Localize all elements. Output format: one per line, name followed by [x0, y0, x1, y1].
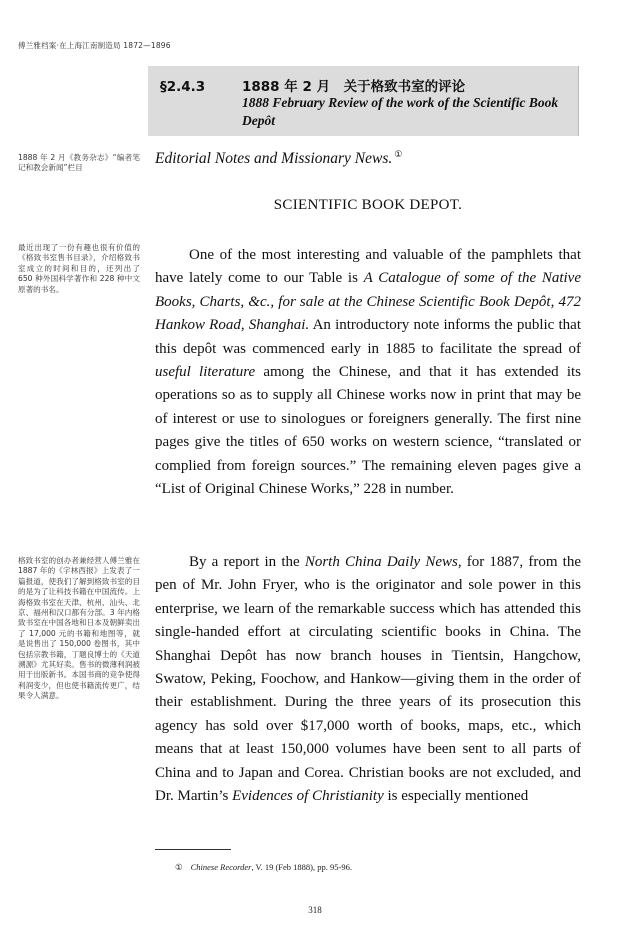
footnote-reference-marker: ①: [394, 149, 403, 159]
editorial-heading-text: Editorial Notes and Missionary News.: [155, 150, 393, 167]
section-title-cn: 1888 年 2 月 关于格致书室的评论: [242, 79, 466, 95]
section-heading-box: [148, 66, 579, 136]
section-title-en: 1888 February Review of the work of the Scientific Book Depôt: [242, 95, 559, 128]
editorial-heading: [155, 149, 402, 168]
margin-note-catalogue-summary: 最近出现了一份有趣也很有价值的《格致书室售书目录》，介绍格致书室成立的时间和目的，还列出了 650 种外国科学著作和 228 种中文原著的书名。: [18, 243, 140, 294]
section-number: §2.4.3: [160, 79, 206, 95]
paragraph-1-text-c: among the Chinese, and that it has extended its operations so as to supply all Chinese works now in print that may be of interest or use to sinologues or foreigners generally. The first nine pages give the titles of 650 works on western science, “translated or complied from foreign sources.” The remaining eleven pages give a “List of Original Chinese Works,” 228 in number.: [155, 364, 581, 498]
useful-literature-italic: useful literature: [155, 364, 256, 381]
section-heading-cn: [160, 75, 465, 95]
footnote-citation: , V. 19 (Feb 1888), pp. 95-96.: [251, 862, 352, 872]
paragraph-2-text-b: , for 1887, from the pen of Mr. John Fryer, who is the originator and sole power in this enterprise, we learn of the remarkable success which has attended this single-handed effort at circulating scientific books in China. The Shanghai Depôt has now branch houses in Tientsin, Hangchow, Swatow, Peking, Foochow, and Hankow—giving them in the order of their establishment. During the three years of its prosecution this agency has sold over $17,000 worth of books, maps, etc., which means that at least 150,000 volumes have been sent to all parts of China and to Japan and Corea. Christian books are not excluded, and Dr. Martin’s: [155, 554, 581, 805]
margin-note-source: 1888 年 2 月《教务杂志》“编者笔记和教会新闻”栏目: [18, 153, 140, 173]
footnote-marker: ①: [175, 862, 183, 872]
margin-note-depot-summary: 格致书室的创办者兼经营人傅兰雅在 1887 年的《字林西报》上发表了一篇报道，使我们了解到格致书室的目的是为了让科技书籍在中国流传。上海格致书室在天津、杭州、汕头、北京、福州和汉口都有分部。3 年内格致书室在中国各地和日本及朝鲜卖出了 17,000 元的书籍和地图等，就是说售出了 150,000 卷图书，其中包括宗教书籍，丁题良博士的《天道溯源》尤其好卖。售书的微薄利润被用于出版新书。本国书商的竞争使得利润变少，但也使书籍流传更广，结果令人满意。: [18, 556, 140, 701]
footnote-divider: [155, 849, 231, 850]
paragraph-1-text-b: An introductory note informs the public that this depôt was commenced early in 1885 to facilitate the spread of: [155, 317, 581, 357]
paragraph-2: [155, 551, 581, 808]
footnote-journal: Chinese Recorder: [190, 862, 252, 872]
paragraph-2-text-c: is especially mentioned: [383, 788, 529, 805]
running-header: 傅兰雅档案·在上海江南制造局 1872—1896: [18, 41, 171, 50]
catalogue-title-italic: A Catalogue of some of the Native Books, Charts, &c., for sale at the Chinese Scientific Book Depôt, 472 Hankow Road, Shanghai.: [155, 270, 581, 334]
book-title-italic: Evidences of Christianity: [232, 788, 384, 805]
newspaper-title-italic: North China Daily News: [304, 554, 458, 570]
article-title: SCIENTIFIC BOOK DEPOT.: [273, 197, 463, 213]
footnote: [175, 862, 352, 873]
paragraph-2-text-a: By a report in the: [189, 554, 305, 570]
paragraph-1: [155, 244, 581, 501]
page-number: 318: [308, 905, 322, 915]
paragraph-1-text-a: One of the most interesting and valuable of the pamphlets that have lately come to our Table is: [155, 247, 581, 287]
